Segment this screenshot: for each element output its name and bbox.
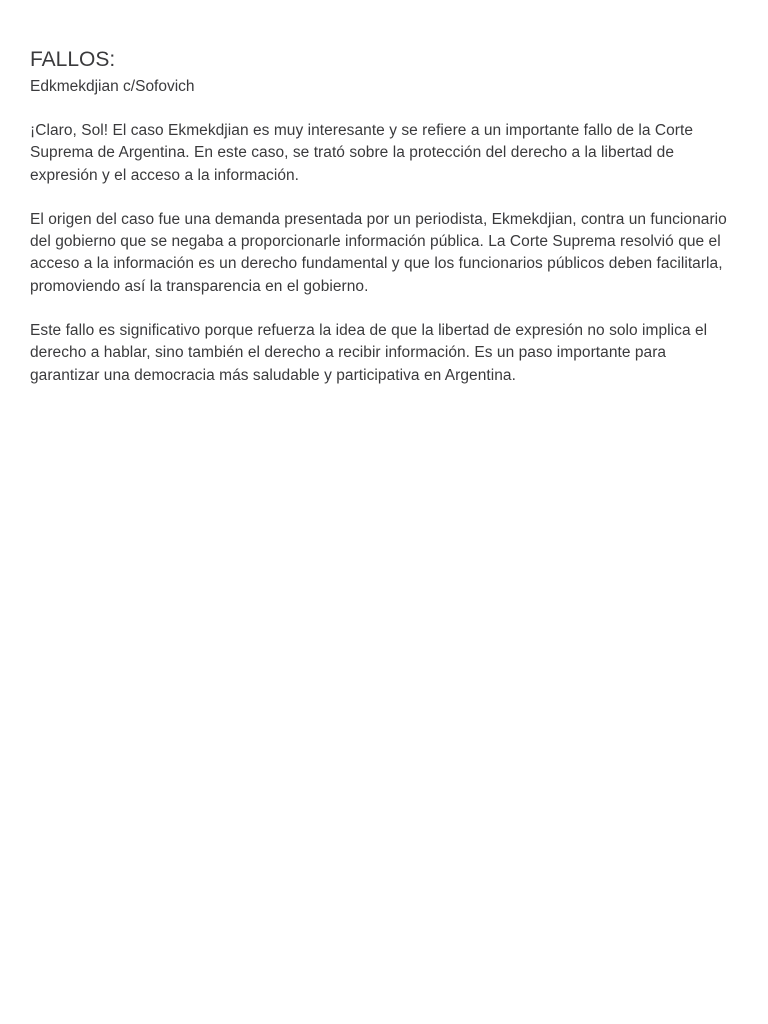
note-subtitle: Edkmekdjian c/Sofovich [30,78,195,95]
note-paragraph-3: Este fallo es significativo porque refuerza la idea de que la libertad de expresión no solo implica el derecho a hablar, sino también el derecho a recibir información. Es un paso importante para garantizar una democracia más saludable y participativa en Argentina. [30,322,708,384]
note-body[interactable] [30,47,738,387]
note-title: FALLOS: [30,48,116,71]
note-paragraph-2: El origen del caso fue una demanda presentada por un periodista, Ekmekdjian, contra un funcionario del gobierno que se negaba a proporcionarle información pública. La Corte Suprema resolvió que el acceso a la información es un derecho fundamental y que los funcionarios públicos deben facilitarla, promoviendo así la transparencia en el gobierno. [30,210,727,295]
note-paragraph-1: ¡Claro, Sol! El caso Ekmekdjian es muy interesante y se refiere a un importante fallo de la Corte Suprema de Argentina. En este caso, se trató sobre la protección del derecho a la libertad de expresión y el acceso a la información. [30,122,694,184]
